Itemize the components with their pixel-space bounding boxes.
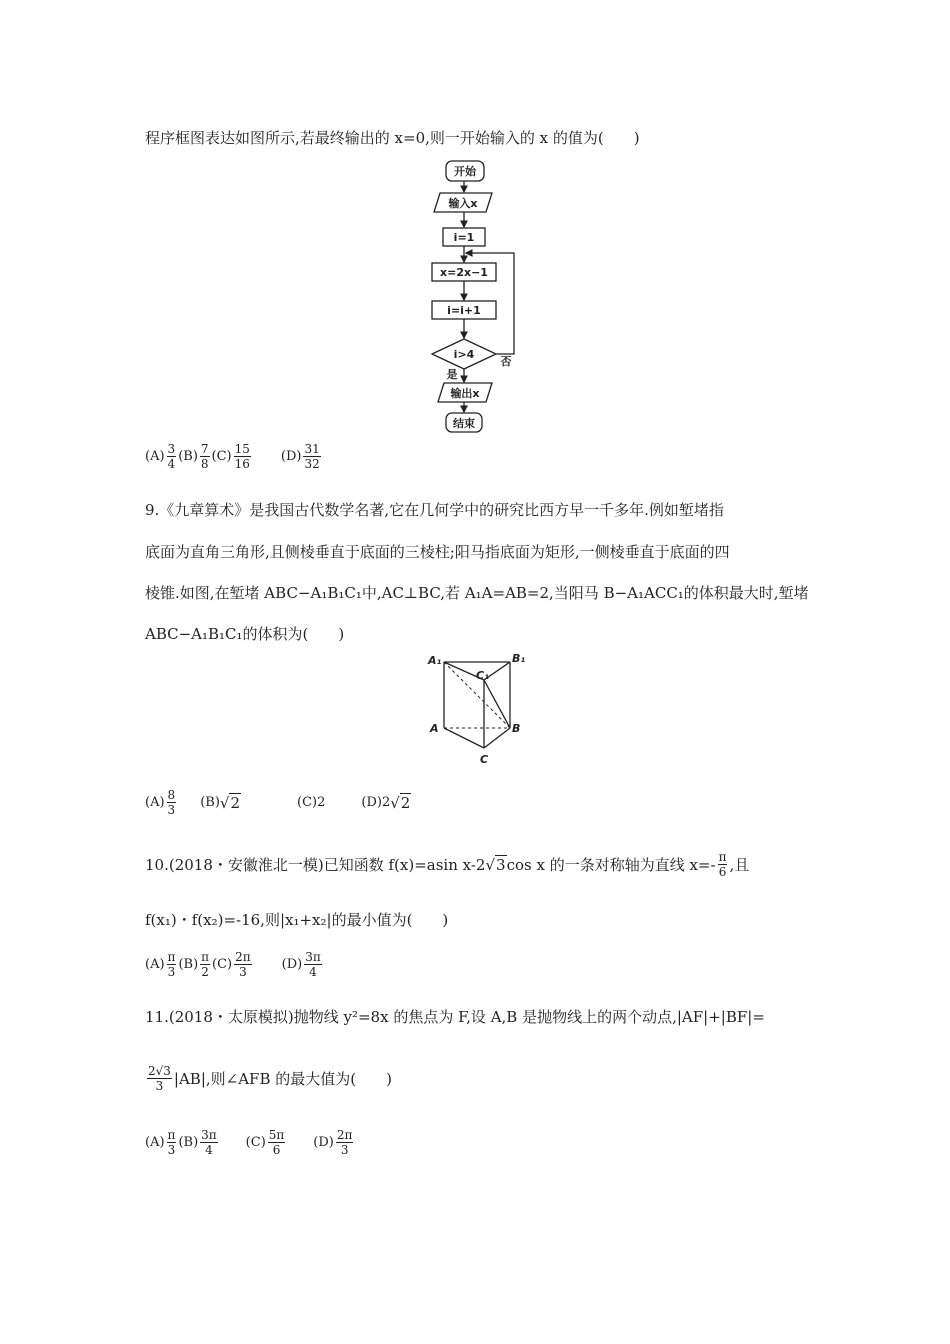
- q9-line4: ABC−A₁B₁C₁的体积为( ): [145, 625, 345, 643]
- q9-opt-b-label: (B): [200, 795, 220, 810]
- q11-options: [145, 1128, 355, 1157]
- flow-start: 开始: [454, 165, 476, 178]
- q8-opt-d-label: (D): [280, 449, 302, 464]
- flow-yes: 是: [446, 368, 458, 381]
- q11-line2: $\frac{2√3}{3}$ |AB|,则∠AFB 的最大值为( ): [148, 1064, 392, 1093]
- q10-opt-a-label: (A): [145, 957, 165, 972]
- flow-init: i=1: [453, 231, 475, 244]
- q8-opt-c-frac: $\frac{15}{16}$: [234, 442, 250, 471]
- label-b1: B₁: [512, 652, 526, 665]
- q11-opt-d-frac: $\frac{2\pi}{3}$: [336, 1128, 353, 1157]
- q11-opt-a-frac: $\frac{\pi}{3}$: [167, 1128, 176, 1157]
- label-b: B: [512, 722, 521, 735]
- flow-output: 输出x: [450, 387, 480, 400]
- q8-opt-d-frac: $\frac{31}{32}$: [304, 442, 320, 471]
- q11-frac: $\frac{2√3}{3}$: [148, 1064, 171, 1093]
- flow-end: 结束: [453, 417, 475, 430]
- q10-frac: $\frac{\pi}{6}$: [718, 850, 727, 879]
- q9-options: [145, 788, 411, 817]
- flow-step2: i=i+1: [447, 304, 481, 317]
- q9-opt-b-sqrt: √2: [219, 793, 240, 812]
- q9-opt-d-sqrt: √2: [390, 793, 411, 812]
- q9-line1: 9.《九章算术》是我国古代数学名著,它在几何学中的研究比西方早一千多年.例如堑堵指: [145, 501, 724, 519]
- flow-step1: x=2x−1: [440, 266, 488, 279]
- q9-opt-a-frac: $\frac{8}{3}$: [167, 788, 176, 817]
- q10-line2: f(x₁)・f(x₂)=-16,则|x₁+x₂|的最小值为( ): [145, 911, 449, 929]
- q11-opt-c-frac: $\frac{5\pi}{6}$: [268, 1128, 285, 1157]
- label-c1: C₁: [476, 669, 489, 682]
- q10-sqrt: √3: [485, 855, 506, 874]
- q9-opt-c: (C)2: [297, 795, 326, 810]
- q9-opt-d-label: (D)2: [361, 795, 391, 810]
- q11-opt-c-label: (C): [245, 1135, 266, 1150]
- q10-opt-d-frac: $\frac{3\pi}{4}$: [305, 950, 321, 979]
- q8-opt-a-label: (A): [145, 449, 165, 464]
- q8-stem: 程序框图表达如图所示,若最终输出的 x=0,则一开始输入的 x 的值为( ): [145, 129, 640, 147]
- q10-opt-b-label: (B): [178, 957, 199, 972]
- q8-opt-b-frac: $\frac{7}{8}$: [200, 442, 209, 471]
- q10-options: [145, 950, 324, 979]
- q10-opt-a-frac: $\frac{\pi}{3}$: [167, 950, 176, 979]
- q10-opt-c-label: (C): [212, 957, 233, 972]
- q10-opt-b-frac: $\frac{\pi}{2}$: [201, 950, 210, 979]
- flow-cond: i>4: [453, 348, 475, 361]
- q8-opt-c-label: (C): [211, 449, 232, 464]
- q10-opt-c-frac: $\frac{2\pi}{3}$: [235, 950, 251, 979]
- q8-opt-a-frac: $\frac{3}{4}$: [167, 442, 176, 471]
- q11-opt-b-frac: $\frac{3\pi}{4}$: [201, 1128, 217, 1157]
- label-c: C: [480, 753, 489, 766]
- q11-line1: 11.(2018・太原模拟)抛物线 y²=8x 的焦点为 F,设 A,B 是抛物线上的两个动点,|AF|+|BF|=: [145, 1008, 765, 1026]
- q9-line2: 底面为直角三角形,且侧棱垂直于底面的三棱柱;阳马指底面为矩形,一侧棱垂直于底面的四: [145, 543, 730, 561]
- q9-line3: 棱锥.如图,在堑堵 ABC−A₁B₁C₁中,AC⊥BC,若 A₁A=AB=2,当阳马 B−A₁ACC₁的体积最大时,堑堵: [145, 584, 809, 602]
- label-a1: A₁: [428, 654, 442, 667]
- q10-line1: 10.(2018・安徽淮北一模)已知函数 f(x)=asin x-2 √3 cos x 的一条对称轴为直线 x=- $\frac{\pi}{6}$ ,且: [145, 850, 750, 879]
- q11-opt-d-label: (D): [313, 1135, 334, 1150]
- label-a: A: [430, 722, 439, 735]
- flow-no: 否: [500, 355, 512, 368]
- q11-opt-b-label: (B): [178, 1135, 199, 1150]
- q10-opt-d-label: (D): [281, 957, 303, 972]
- flow-input: 输入x: [448, 197, 478, 210]
- q8-opt-b-label: (B): [178, 449, 198, 464]
- q8-options: [145, 442, 323, 471]
- q9-opt-a-label: (A): [145, 795, 165, 810]
- q11-opt-a-label: (A): [145, 1135, 165, 1150]
